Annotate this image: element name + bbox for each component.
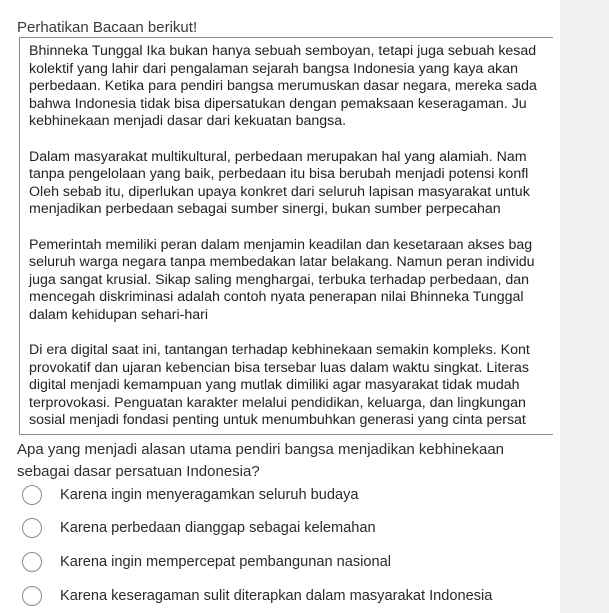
- passage-line: Pemerintah memiliki peran dalam menjamin keadilan dan kesetaraan akses bag: [29, 236, 533, 253]
- radio-button[interactable]: [22, 518, 42, 538]
- passage-line: mencegah diskriminasi adalah contoh nyata penerapan nilai Bhinneka Tunggal: [29, 289, 524, 306]
- passage-paragraph: [29, 237, 553, 325]
- passage-line: Di era digital saat ini, tantangan terhadap kebhinekaan semakin kompleks. Kont: [29, 342, 530, 359]
- radio-button[interactable]: [22, 485, 42, 505]
- reading-passage: [19, 37, 553, 435]
- passage-line: menjadikan perbedaan sebagai sumber sinergi, bukan sumber perpecahan: [29, 201, 501, 218]
- scrollbar-track[interactable]: [560, 0, 609, 613]
- passage-line: Bhinneka Tunggal Ika bukan hanya sebuah semboyan, tetapi juga sebuah kesad: [29, 43, 537, 59]
- passage-line: kebhinekaan menjadi dasar dari kekuatan bangsa.: [29, 113, 347, 130]
- question-line: Apa yang menjadi alasan utama pendiri bangsa menjadikan kebhinekaan: [17, 441, 505, 458]
- answer-option-3[interactable]: [22, 548, 391, 576]
- answer-option-4[interactable]: [22, 582, 492, 610]
- reading-instruction: Perhatikan Bacaan berikut!: [17, 19, 198, 36]
- radio-button[interactable]: [22, 552, 42, 572]
- question-line: sebagai dasar persatuan Indonesia?: [17, 463, 260, 480]
- answer-option-label[interactable]: Karena ingin menyeragamkan seluruh budaya: [60, 487, 359, 503]
- radio-button[interactable]: [22, 586, 42, 606]
- question-text: [17, 439, 547, 483]
- passage-paragraph: [29, 342, 553, 430]
- passage-line: digital menjadi kemampuan yang mutlak dimiliki agar masyarakat tidak mudah: [29, 377, 520, 394]
- passage-line: dalam kehidupan sehari-hari: [29, 306, 209, 323]
- passage-line: Dalam masyarakat multikultural, perbedaan merupakan hal yang alamiah. Nam: [29, 148, 527, 165]
- passage-line: tanpa pengelolaan yang baik, perbedaan itu bisa berubah menjadi potensi konfl: [29, 166, 529, 183]
- passage-line: Oleh sebab itu, diperlukan upaya konkret dari seluruh lapisan masyarakat untuk: [29, 183, 530, 200]
- answer-option-1[interactable]: [22, 481, 359, 509]
- passage-line: terprovokasi. Penguatan karakter melalui pendidikan, keluarga, dan lingkungan: [29, 394, 526, 411]
- passage-line: seluruh warga negara tanpa membedakan latar belakang. Namun peran individu: [29, 254, 535, 271]
- passage-line: juga sangat krusial. Sikap saling menghargai, terbuka terhadap perbedaan, dan: [29, 271, 530, 288]
- answer-option-label[interactable]: Karena ingin mempercepat pembangunan nasional: [60, 554, 392, 570]
- passage-paragraph: [29, 149, 553, 219]
- answer-option-label[interactable]: Karena keseragaman sulit diterapkan dalam masyarakat Indonesia: [60, 588, 493, 604]
- passage-line: perbedaan. Ketika para pendiri bangsa merumuskan dasar negara, mereka sada: [29, 78, 537, 95]
- passage-line: sosial menjadi fondasi penting untuk menumbuhkan generasi yang cinta persat: [29, 412, 526, 429]
- answer-option-label[interactable]: Karena perbedaan dianggap sebagai kelemahan: [60, 520, 376, 536]
- passage-line: provokatif dan ujaran kebencian bisa tersebar luas dalam waktu singkat. Literas: [29, 359, 529, 376]
- answer-option-2[interactable]: [22, 514, 376, 542]
- passage-paragraph: [29, 43, 553, 131]
- passage-line: bahwa Indonesia tidak bisa dipersatukan dengan pemaksaan keseragaman. Ju: [29, 95, 527, 112]
- passage-line: kolektif yang lahir dari pengalaman sejarah bangsa Indonesia yang kaya akan: [29, 60, 519, 77]
